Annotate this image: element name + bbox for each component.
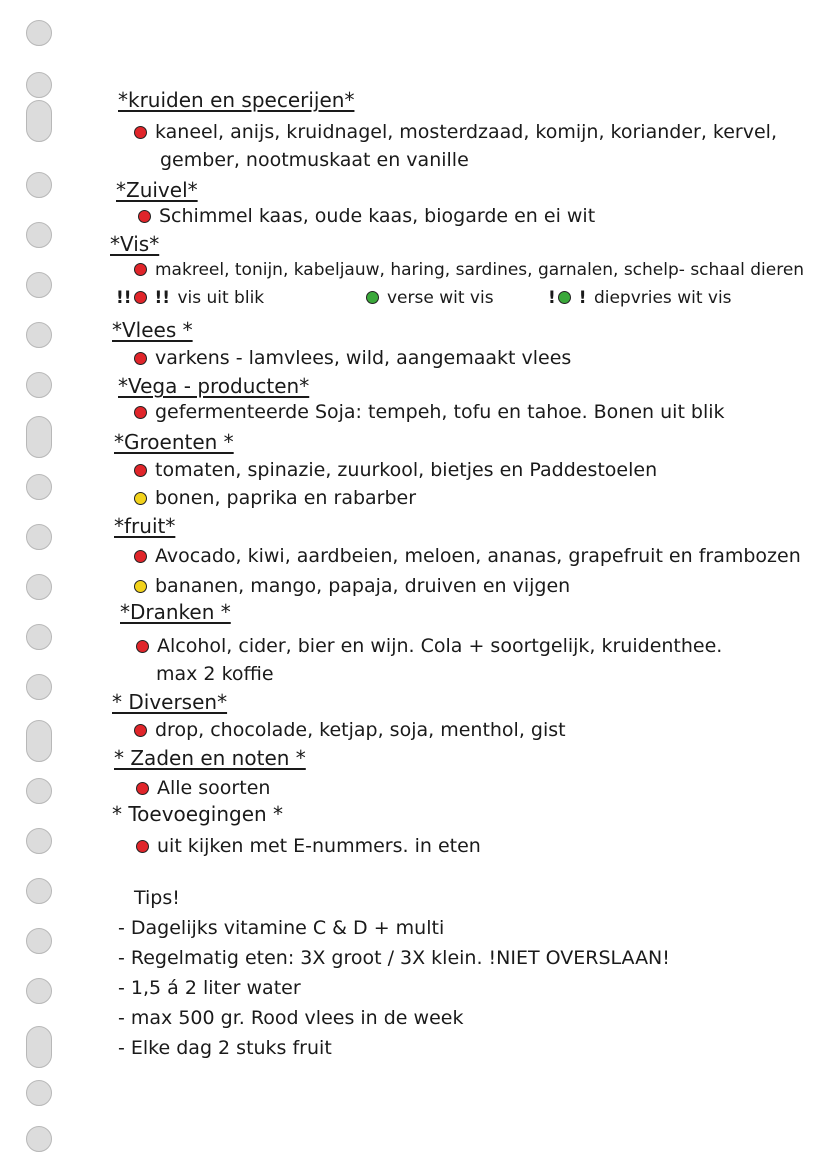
list-item: tomaten, spinazie, zuurkool, bietjes en Paddestoelen <box>134 458 657 482</box>
yellow-dot-icon <box>134 492 147 505</box>
red-dot-icon <box>136 640 149 653</box>
binder-hole <box>26 72 52 98</box>
binder-hole <box>26 878 52 904</box>
list-item-diepvries-vis: ! ! diepvries wit vis <box>548 288 732 308</box>
green-dot-icon <box>558 291 571 304</box>
tip-item: - 1,5 á 2 liter water <box>118 977 301 999</box>
red-dot-icon <box>134 464 147 477</box>
section-heading-groenten: *Groenten * <box>114 430 234 454</box>
binder-hole <box>26 372 52 398</box>
section-heading-diversen: * Diversen* <box>112 690 228 714</box>
binder-hole <box>26 1126 52 1152</box>
list-item-continued: max 2 koffie <box>156 663 274 685</box>
section-heading-vis: *Vis* <box>110 232 160 256</box>
binder-hole <box>26 624 52 650</box>
list-item: Schimmel kaas, oude kaas, biogarde en ei wit <box>138 204 595 228</box>
list-item: drop, chocolade, ketjap, soja, menthol, gist <box>134 718 566 742</box>
binder-hole <box>26 172 52 198</box>
binder-hole <box>26 272 52 298</box>
list-item: Alle soorten <box>136 776 270 800</box>
red-dot-icon <box>134 263 147 276</box>
binder-hole <box>26 978 52 1004</box>
binder-hole <box>26 322 52 348</box>
list-item-vis-uit-blik: !! !! vis uit blik <box>116 288 265 308</box>
red-dot-icon <box>134 406 147 419</box>
binder-holes <box>26 0 56 1168</box>
binder-hole <box>26 778 52 804</box>
tip-item: - max 500 gr. Rood vlees in de week <box>118 1007 464 1029</box>
red-dot-icon <box>138 210 151 223</box>
red-dot-icon <box>136 782 149 795</box>
list-item: bananen, mango, papaja, druiven en vijgen <box>134 574 570 598</box>
tips-heading: Tips! <box>134 887 180 909</box>
tip-item: - Dagelijks vitamine C & D + multi <box>118 917 445 939</box>
section-heading-toevoegingen: * Toevoegingen * <box>112 802 284 826</box>
section-heading-fruit: *fruit* <box>114 514 176 538</box>
list-item: kaneel, anijs, kruidnagel, mosterdzaad, komijn, koriander, kervel, <box>134 120 777 144</box>
tip-item: - Regelmatig eten: 3X groot / 3X klein. !NIET OVERSLAAN! <box>118 947 670 969</box>
binder-hole <box>26 100 52 142</box>
yellow-dot-icon <box>134 580 147 593</box>
binder-hole <box>26 474 52 500</box>
binder-hole <box>26 574 52 600</box>
list-item: Alcohol, cider, bier en wijn. Cola + soortgelijk, kruidenthee. <box>136 634 722 658</box>
binder-hole <box>26 720 52 762</box>
list-item: Avocado, kiwi, aardbeien, meloen, ananas, grapefruit en frambozen <box>134 544 801 568</box>
list-item: bonen, paprika en rabarber <box>134 486 416 510</box>
section-heading-kruiden: *kruiden en specerijen* <box>118 88 355 112</box>
section-heading-vlees: *Vlees * <box>112 318 193 342</box>
red-dot-icon <box>134 126 147 139</box>
binder-hole <box>26 222 52 248</box>
binder-hole <box>26 524 52 550</box>
section-heading-dranken: *Dranken * <box>120 600 231 624</box>
red-dot-icon <box>134 291 147 304</box>
binder-hole <box>26 416 52 458</box>
red-dot-icon <box>136 840 149 853</box>
list-item: varkens - lamvlees, wild, aangemaakt vlees <box>134 346 571 370</box>
binder-hole <box>26 20 52 46</box>
binder-hole <box>26 674 52 700</box>
list-item-continued: gember, nootmuskaat en vanille <box>160 149 469 171</box>
section-heading-zaden: * Zaden en noten * <box>114 746 306 770</box>
list-item: makreel, tonijn, kabeljauw, haring, sardines, garnalen, schelp- schaal dieren <box>134 258 804 282</box>
section-heading-zuivel: *Zuivel* <box>116 178 198 202</box>
binder-hole <box>26 928 52 954</box>
list-item: uit kijken met E-nummers. in eten <box>136 834 481 858</box>
list-item-verse-vis: verse wit vis <box>366 286 494 310</box>
list-item: gefermenteerde Soja: tempeh, tofu en tahoe. Bonen uit blik <box>134 400 725 424</box>
red-dot-icon <box>134 352 147 365</box>
red-dot-icon <box>134 550 147 563</box>
binder-hole <box>26 828 52 854</box>
tip-item: - Elke dag 2 stuks fruit <box>118 1037 332 1059</box>
red-dot-icon <box>134 724 147 737</box>
binder-hole <box>26 1080 52 1106</box>
section-heading-vega: *Vega - producten* <box>118 374 310 398</box>
green-dot-icon <box>366 291 379 304</box>
binder-hole <box>26 1026 52 1068</box>
